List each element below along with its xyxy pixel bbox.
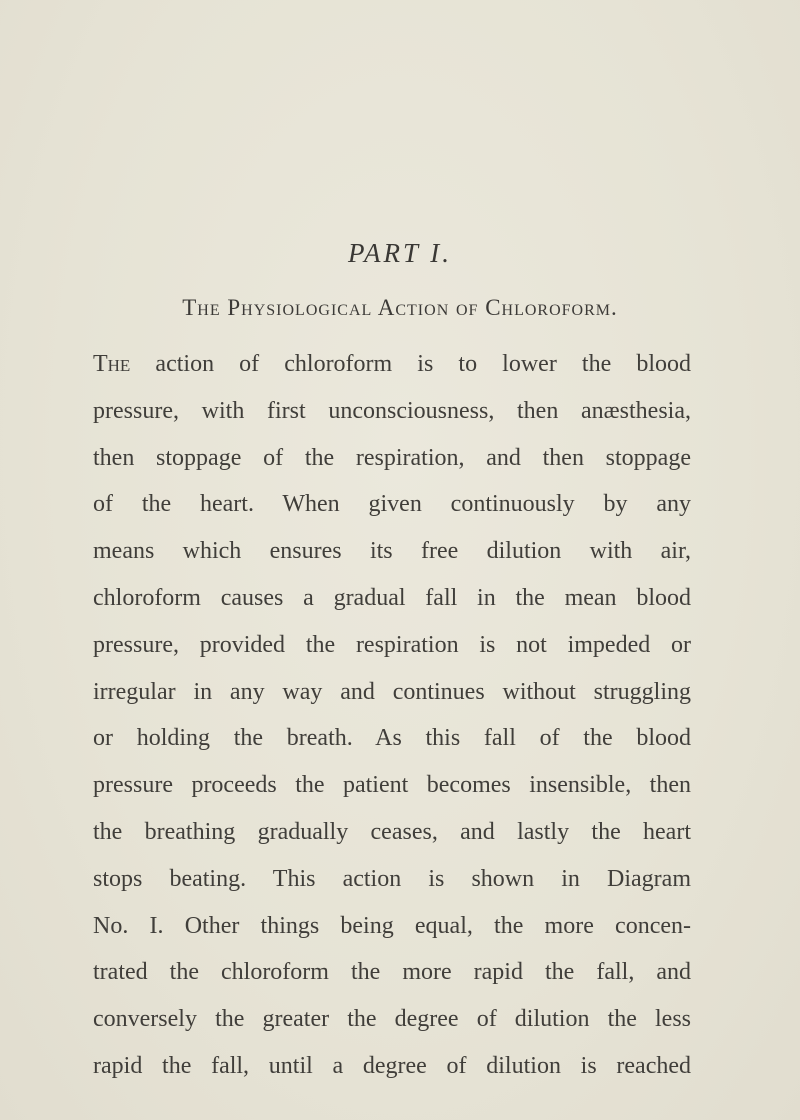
text-line-14: trated the chloroform the more rapid the fall, and: [93, 959, 691, 986]
text-line-12: stops beating. This action is shown in Diagram: [93, 865, 691, 892]
text-line-8: irregular in any way and continues without struggling: [93, 678, 691, 705]
text-line-7: pressure, provided the respiration is not impeded or: [93, 631, 691, 658]
text-line-1-rest: action of chloroform is to lower the blood: [130, 351, 691, 377]
text-line-1: [93, 341, 691, 388]
text-line-4: of the heart. When given continuously by any: [93, 491, 691, 518]
part-heading: PART I.: [347, 238, 453, 268]
text-line-16: rapid the fall, until a degree of dilution is reached: [93, 1052, 691, 1079]
text-line-9: or holding the breath. As this fall of the blood: [93, 725, 691, 752]
text-line-11: the breathing gradually ceases, and lastly the heart: [93, 818, 691, 845]
first-word: The: [93, 351, 131, 377]
body-paragraph: [93, 341, 691, 1090]
text-line-3: then stoppage of the respiration, and then stoppage: [93, 444, 691, 471]
text-line-15: conversely the greater the degree of dilution the less: [93, 1006, 691, 1033]
text-line-2: pressure, with first unconsciousness, then anæsthesia,: [93, 397, 691, 424]
text-line-6: chloroform causes a gradual fall in the mean blood: [93, 584, 691, 611]
text-line-13: No. I. Other things being equal, the more concen-: [93, 912, 691, 939]
text-line-10: pressure proceeds the patient becomes insensible, then: [93, 772, 691, 799]
chapter-title: The Physiological Action of Chloroform.: [182, 295, 618, 320]
text-line-5: means which ensures its free dilution with air,: [93, 538, 691, 565]
